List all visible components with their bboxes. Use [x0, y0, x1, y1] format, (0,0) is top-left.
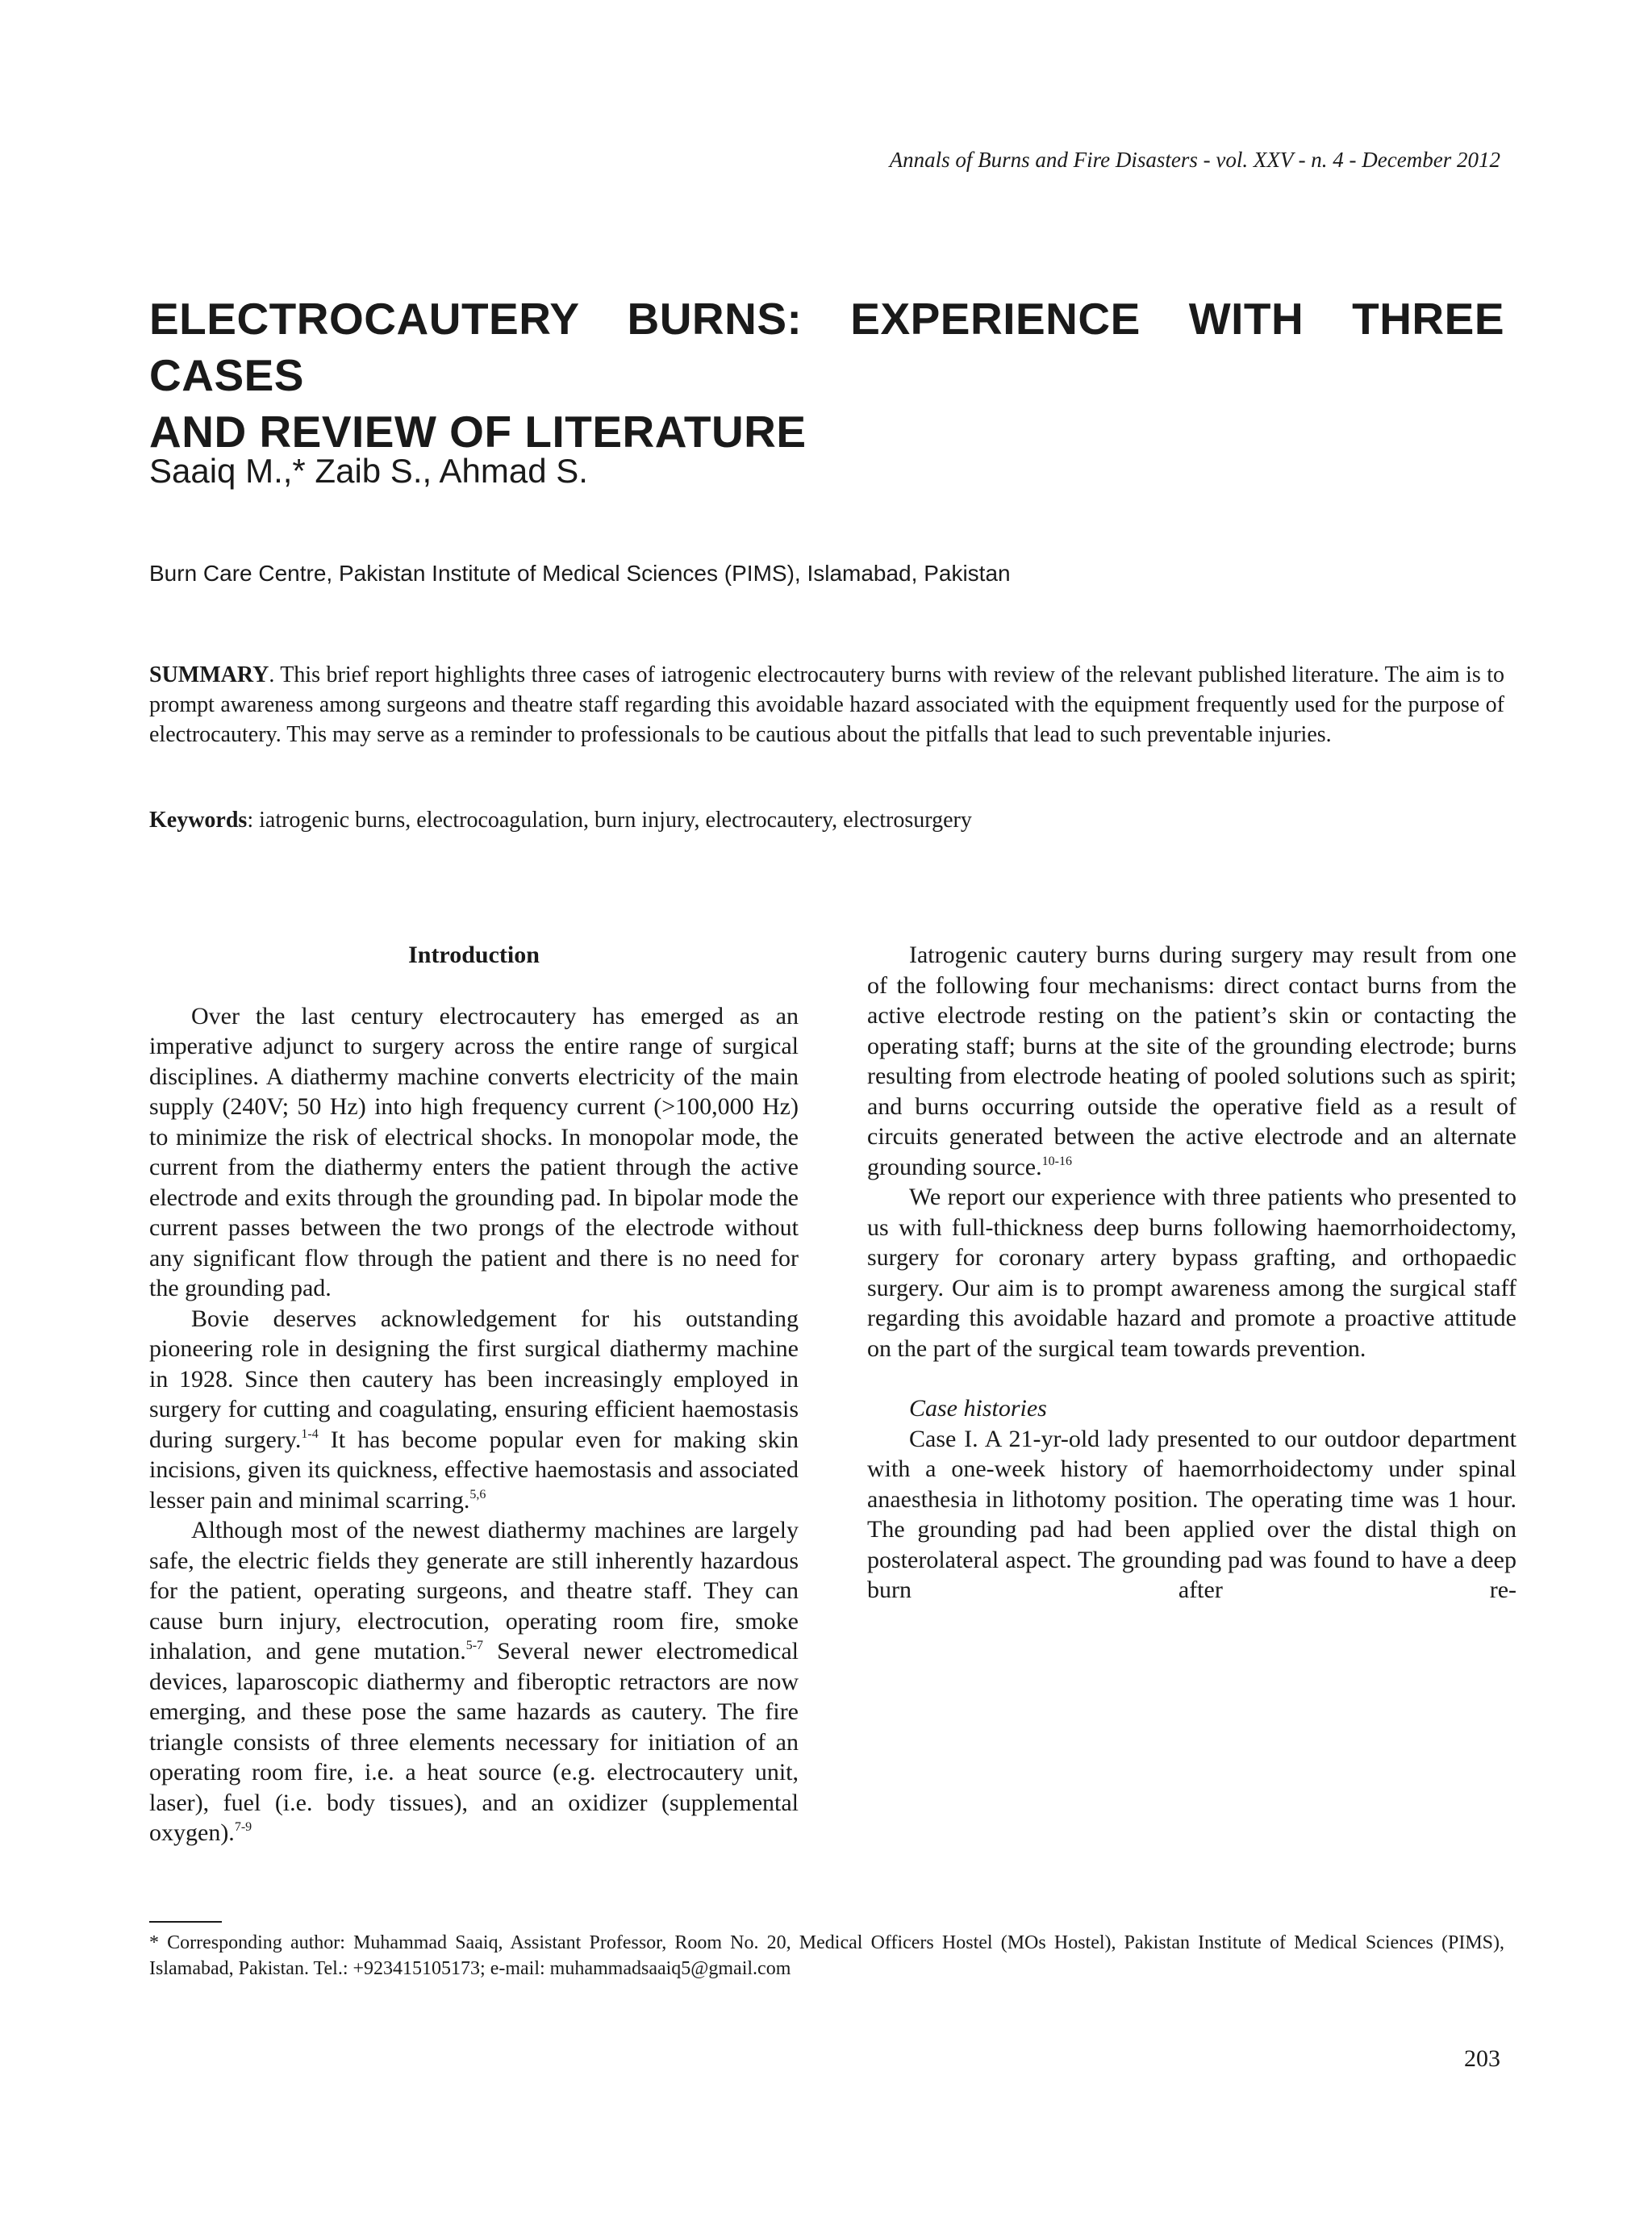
paragraph: [149, 1515, 799, 1848]
paragraph: Case I. A 21-yr-old lady presented to our outdoor department with a one-week history of haemorrhoidectomy under spinal anaesthesia in lithotomy position. The operating time was 1 hour. The grounding pad had been applied over the distal thigh on posterolateral aspect. The grounding pad was found to have a deep burn after re-: [867, 1425, 1516, 1603]
citation: 5-7: [465, 1639, 484, 1652]
keywords-text: : iatrogenic burns, electrocoagulation, burn injury, electrocautery, electrosurgery: [247, 808, 972, 833]
citation: 1-4: [301, 1426, 319, 1441]
citation: 10-16: [1041, 1154, 1072, 1168]
footnote-rule: [149, 1921, 222, 1923]
paragraph: Over the last century electrocautery has emerged as an imperative adjunct to surgery across the entire range of surgical disciplines. A diathermy machine converts electricity of the main supply (240V; 50 Hz) into high frequency current (>100,000 Hz) to minimize the risk of electrical shocks. In monopolar mode, the current from the diathermy enters the patient through the active electrode and exits through the grounding pad. In bipolar mode the current passes between the two prongs of the electrode without any significant flow through the patient and there is no need for the grounding pad.: [149, 1002, 799, 1301]
paragraph-text: Bovie deserves acknowledgement for his outstanding pioneering role in designing the first surgical diathermy machine in 1928. Since then cautery has been increasingly employed in surgery for cutting and coagulating, ensuring efficient haemostasis during surgery.: [149, 1305, 799, 1453]
paragraph: [149, 1304, 799, 1516]
paragraph-text: Iatrogenic cautery burns during surgery may result from one of the following four mechanisms: direct contact burns from the active electrode resting on the patient’s skin or contacting the operating staff; burns at the site of the grounding electrode; burns resulting from electrode heating of pooled solutions such as spirit; and burns occurring outside the operative field as a result of circuits generated between the active electrode and an alternate grounding source.: [867, 942, 1516, 1180]
authors: Saaiq M.,* Zaib S., Ahmad S.: [149, 452, 588, 490]
article-title: [149, 290, 1504, 460]
citation: 5,6: [469, 1487, 486, 1501]
title-line: ELECTROCAUTERY BURNS: EXPERIENCE WITH THREE CASES: [149, 294, 1504, 400]
right-column: [867, 940, 1516, 1606]
summary: [149, 660, 1504, 750]
paragraph-text: Several newer electromedical devices, laparoscopic diathermy and fiberoptic retractors are now emerging, and these pose the same hazards as cautery. The fire triangle consists of three elements necessary for initiation of an operating room fire, i.e. a heat source (e.g. electrocautery unit, laser), fuel (i.e. body tissues), and an oxidizer (supplemental oxygen).: [149, 1638, 799, 1846]
footnote: * Corresponding author: Muhammad Saaiq, Assistant Professor, Room No. 20, Medical Officers Hostel (MOs Hostel), Pakistan Institute of Medical Sciences (PIMS), Islamabad, Pakistan. Tel.: +923415105173; e-mail: muhammadsaaiq5@gmail.com: [149, 1932, 1504, 1979]
paragraph-text: Although most of the newest diathermy machines are largely safe, the electric fields they generate are still inherently hazardous for the patient, operating surgeons, and theatre staff. They can cause burn injury, electrocution, operating room fire, smoke inhalation, and gene mutation.: [149, 1517, 799, 1664]
page-number: 203: [1464, 2045, 1500, 2072]
affiliation: Burn Care Centre, Pakistan Institute of Medical Sciences (PIMS), Islamabad, Pakistan: [149, 561, 1011, 586]
paragraph: [867, 940, 1516, 1182]
paragraph: We report our experience with three patients who presented to us with full-thickness deep burns following haemorrhoidectomy, surgery for coronary artery bypass grafting, and orthopaedic surgery. Our aim is to prompt awareness among the surgical staff regarding this avoidable hazard and promote a proactive attitude on the part of the surgical team towards prevention.: [867, 1184, 1516, 1362]
left-column: [149, 940, 799, 1848]
keywords: [149, 805, 1504, 835]
summary-label: SUMMARY: [149, 662, 269, 687]
keywords-label: Keywords: [149, 808, 248, 833]
citation: 7-9: [234, 1820, 252, 1834]
running-header: Annals of Burns and Fire Disasters - vol. XXV - n. 4 - December 2012: [889, 148, 1500, 172]
title-line: AND REVIEW OF LITERATURE: [149, 407, 807, 457]
summary-text: . This brief report highlights three cases of iatrogenic electrocautery burns with review of the relevant published literature. The aim is to prompt awareness among surgeons and theatre staff regarding this avoidable hazard associated with the equipment frequently used for the purpose of electrocautery. This may serve as a reminder to professionals to be cautious about the pitfalls that lead to such preventable injuries.: [149, 662, 1504, 747]
section-heading: Introduction: [408, 942, 540, 968]
paragraph-text: It has become popular even for making skin incisions, given its quickness, effective haemostasis and associated lesser pain and minimal scarring.: [149, 1426, 799, 1514]
subsection-heading: Case histories: [909, 1395, 1047, 1422]
